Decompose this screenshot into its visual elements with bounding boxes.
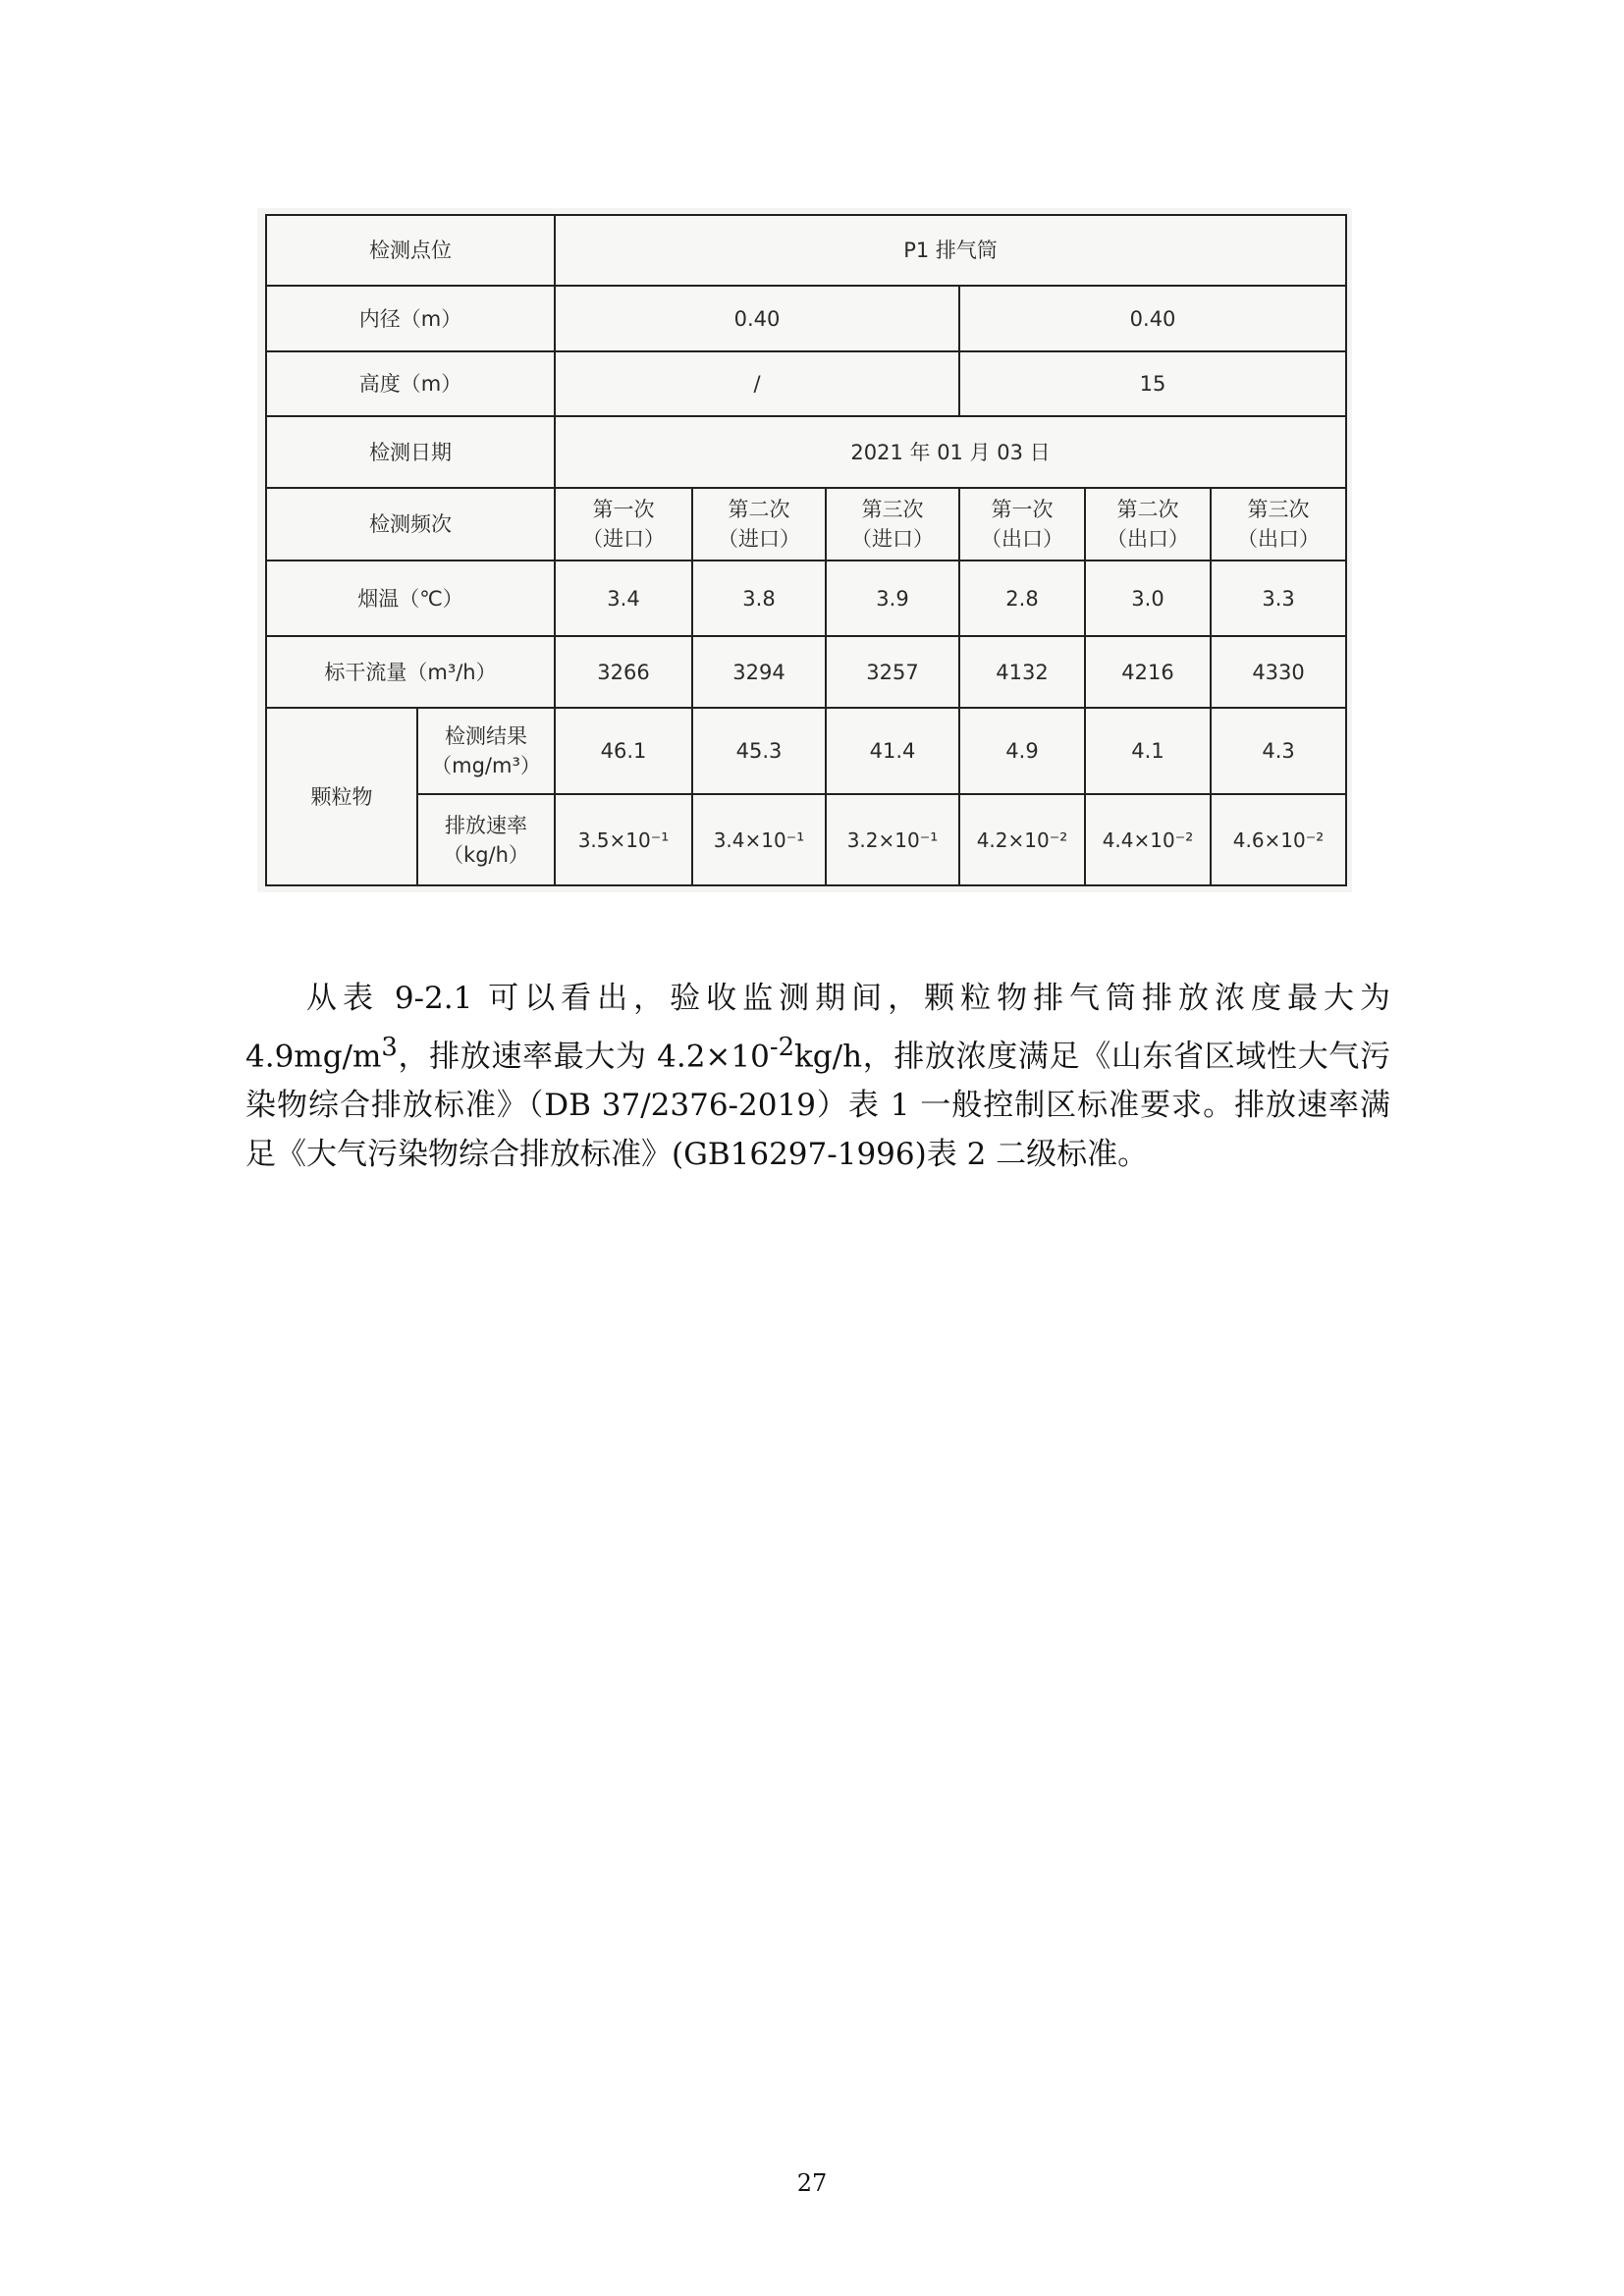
row-label-location: 检测点位 [266, 215, 555, 286]
freq-line1: 第一次 [592, 498, 655, 521]
freq-line2: （进口） [582, 527, 665, 551]
rate-label-cell [417, 794, 555, 885]
paragraph-part-1: 从表 9-2.1 可以看出，验收监测期间，颗粒物排气筒排放浓度最大为 4.9mg/m [245, 981, 1390, 1075]
freq-line1: 第二次 [728, 498, 790, 521]
diameter-inlet: 0.40 [555, 286, 959, 351]
monitoring-data-table [265, 214, 1347, 886]
result-cell: 4.1 [1085, 708, 1211, 794]
table-row [266, 416, 1346, 488]
height-inlet: / [555, 351, 959, 416]
location-value: P1 排气筒 [555, 215, 1346, 286]
result-label-line1: 检测结果 [445, 724, 527, 748]
table-row [266, 488, 1346, 561]
flow-cell: 4216 [1085, 636, 1211, 708]
rate-label-line2: （kg/h） [443, 842, 529, 867]
freq-line1: 第二次 [1116, 498, 1179, 521]
rate-label-line1: 排放速率 [445, 813, 527, 837]
freq-line2: （出口） [1237, 527, 1321, 551]
date-value: 2021 年 01 月 03 日 [555, 416, 1346, 488]
freq-cell [959, 488, 1085, 561]
diameter-outlet: 0.40 [959, 286, 1346, 351]
row-label-height: 高度（m） [266, 351, 555, 416]
flow-cell: 3257 [826, 636, 959, 708]
conclusion-paragraph [245, 974, 1390, 1179]
freq-line2: （进口） [851, 527, 934, 551]
rate-cell: 3.5×10⁻¹ [555, 794, 692, 885]
freq-cell [692, 488, 826, 561]
row-label-flow: 标干流量（m³/h） [266, 636, 555, 708]
freq-cell [1085, 488, 1211, 561]
paragraph-text [245, 974, 1390, 1179]
result-cell: 4.9 [959, 708, 1085, 794]
rate-cell: 4.2×10⁻² [959, 794, 1085, 885]
flow-cell: 3266 [555, 636, 692, 708]
temp-cell: 3.3 [1211, 561, 1346, 636]
row-label-frequency: 检测频次 [266, 488, 555, 561]
result-cell: 41.4 [826, 708, 959, 794]
result-cell: 45.3 [692, 708, 826, 794]
rate-cell: 3.2×10⁻¹ [826, 794, 959, 885]
superscript-cubic: 3 [381, 1033, 398, 1062]
result-label-cell [417, 708, 555, 794]
paragraph-part-3: kg/h，排放浓度满足《山东省区域性大气污染物综合排放标准》（DB 37/2376-2019）表 1 一般控制区标准要求。排放速率满足《大气污染物综合排放标准》(GB16297-1996)表 2 二级标准。 [245, 1039, 1390, 1173]
table-row [266, 351, 1346, 416]
freq-cell [1211, 488, 1346, 561]
freq-line1: 第一次 [991, 498, 1054, 521]
freq-line1: 第三次 [1247, 498, 1310, 521]
table-row [266, 794, 1346, 885]
flow-cell: 4132 [959, 636, 1085, 708]
table-row [266, 708, 1346, 794]
page-number: 27 [796, 2169, 828, 2197]
superscript-exponent: -2 [769, 1033, 795, 1062]
temp-cell: 3.8 [692, 561, 826, 636]
flow-cell: 3294 [692, 636, 826, 708]
result-label-line2: （mg/m³） [431, 754, 541, 777]
temp-cell: 3.4 [555, 561, 692, 636]
freq-cell [826, 488, 959, 561]
freq-line2: （出口） [981, 527, 1063, 551]
freq-line2: （进口） [718, 527, 800, 551]
row-label-temperature: 烟温（℃） [266, 561, 555, 636]
freq-line2: （出口） [1107, 527, 1189, 551]
flow-cell: 4330 [1211, 636, 1346, 708]
rate-cell: 4.4×10⁻² [1085, 794, 1211, 885]
freq-line1: 第三次 [861, 498, 924, 521]
row-label-date: 检测日期 [266, 416, 555, 488]
table-row [266, 636, 1346, 708]
particulate-label: 颗粒物 [266, 708, 417, 885]
freq-cell [555, 488, 692, 561]
table-row [266, 561, 1346, 636]
row-label-diameter: 内径（m） [266, 286, 555, 351]
rate-cell: 3.4×10⁻¹ [692, 794, 826, 885]
height-outlet: 15 [959, 351, 1346, 416]
table-row [266, 215, 1346, 286]
temp-cell: 3.0 [1085, 561, 1211, 636]
result-cell: 46.1 [555, 708, 692, 794]
rate-cell: 4.6×10⁻² [1211, 794, 1346, 885]
paragraph-part-2: ，排放速率最大为 4.2×10 [397, 1039, 770, 1075]
temp-cell: 3.9 [826, 561, 959, 636]
table-row [266, 286, 1346, 351]
result-cell: 4.3 [1211, 708, 1346, 794]
temp-cell: 2.8 [959, 561, 1085, 636]
